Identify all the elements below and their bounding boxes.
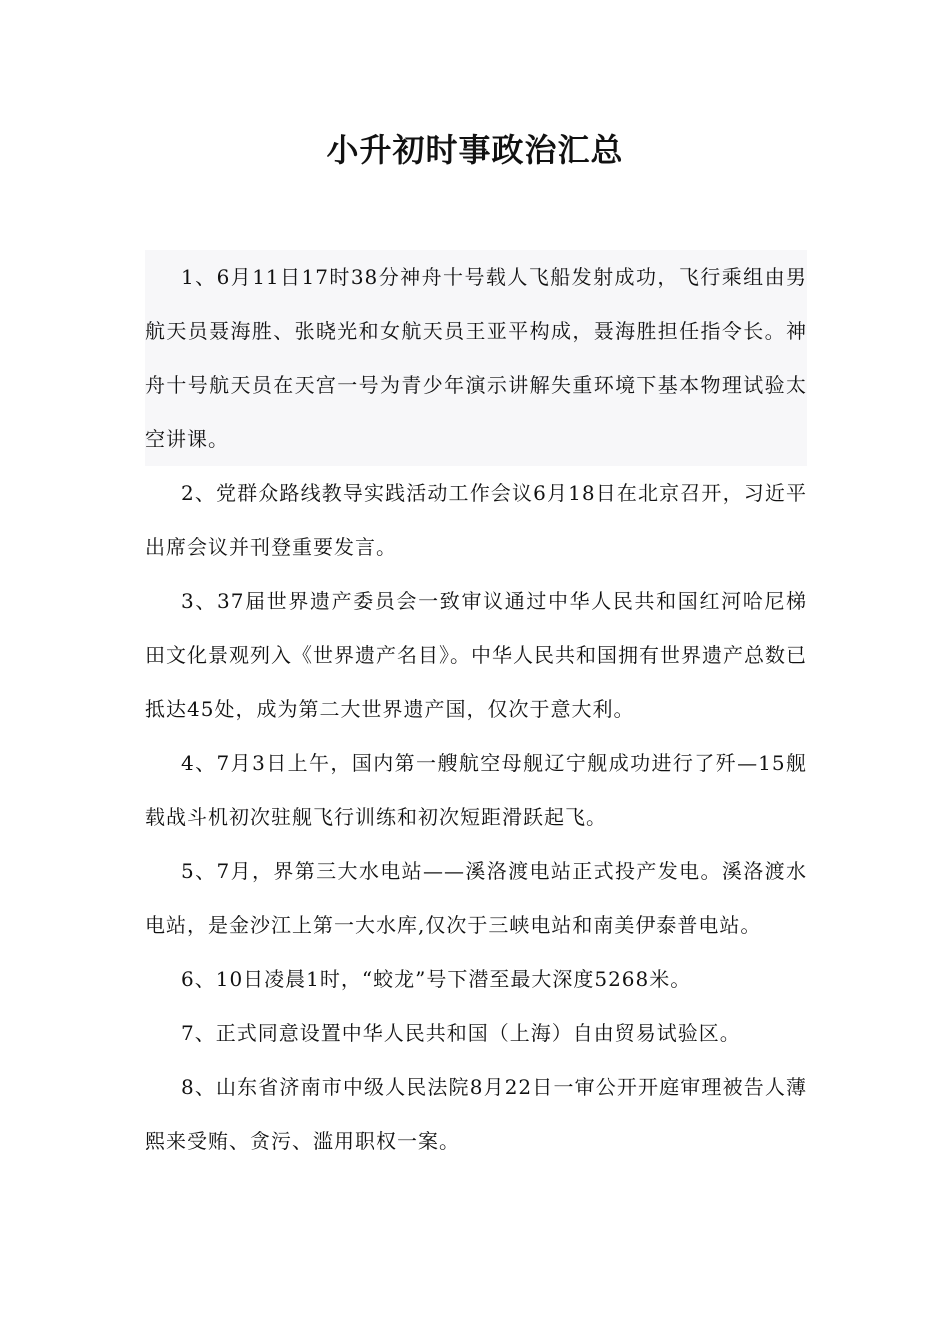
- paragraph-1: 1、6月11日17时38分神舟十号载人飞船发射成功，飞行乘组由男航天员聂海胜、张晓光和女航天员王亚平构成，聂海胜担任指令长。神舟十号航天员在天宫一号为青少年演示讲解失重环境下基本物理试验太空讲课。: [145, 250, 807, 466]
- paragraph-5: 5、7月，界第三大水电站——溪洛渡电站正式投产发电。溪洛渡水电站，是金沙江上第一大水库,仅次于三峡电站和南美伊泰普电站。: [145, 859, 807, 937]
- document-title: 小升初时事政治汇总: [326, 131, 624, 169]
- paragraph-3: 3、37届世界遗产委员会一致审议通过中华人民共和国红河哈尼梯田文化景观列入《世界遗产名目》。中华人民共和国拥有世界遗产总数已抵达45处，成为第二大世界遗产国，仅次于意大利。: [145, 589, 807, 721]
- paragraph-7: 7、正式同意设置中华人民共和国（上海）自由贸易试验区。: [181, 1021, 741, 1045]
- document-body: [145, 250, 807, 1168]
- paragraph-4: 4、7月3日上午，国内第一艘航空母舰辽宁舰成功进行了歼—15舰载战斗机初次驻舰飞行训练和初次短距滑跃起飞。: [145, 751, 807, 829]
- paragraph-2: 2、党群众路线教导实践活动工作会议6月18日在北京召开，习近平出席会议并刊登重要发言。: [145, 481, 807, 559]
- paragraph-8: 8、山东省济南市中级人民法院8月22日一审公开开庭审理被告人薄熙来受贿、贪污、滥用职权一案。: [145, 1075, 807, 1153]
- paragraph-6: 6、10日凌晨1时，“蛟龙”号下潜至最大深度5268米。: [181, 967, 692, 991]
